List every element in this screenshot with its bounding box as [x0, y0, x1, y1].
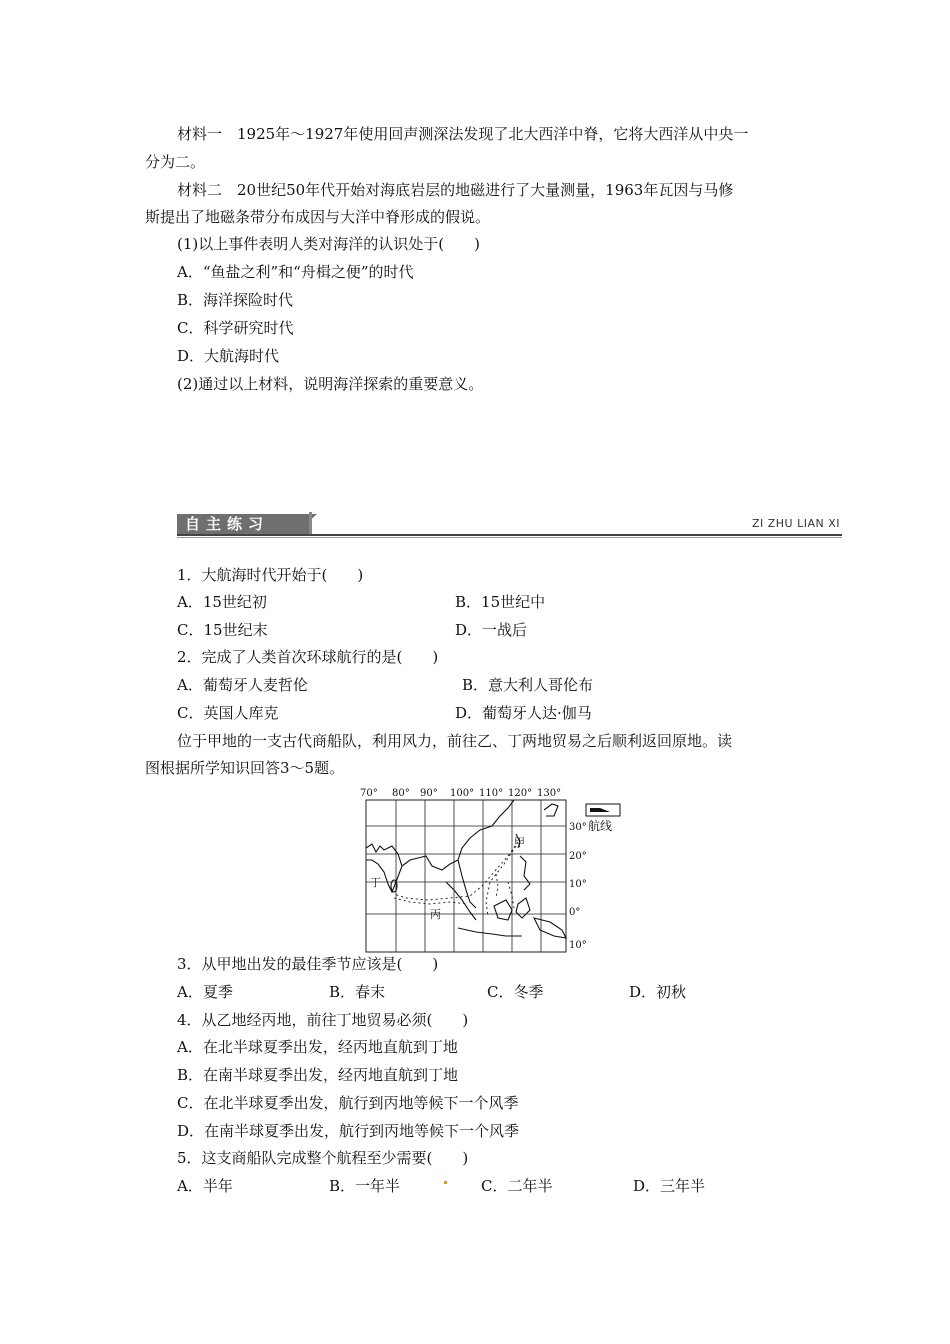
q3-option-c: C．冬季	[487, 983, 544, 1001]
q3-option-d: D．初秋	[629, 983, 687, 1001]
q2-option-d: D．葡萄牙人达·伽马	[455, 704, 592, 722]
q5-stem: 5．这支商船队完成整个航程至少需要( )	[177, 1149, 469, 1167]
option: B．海洋探险时代	[177, 291, 294, 309]
question-part-1-stem: (1)以上事件表明人类对海洋的认识处于( )	[177, 235, 480, 253]
material-1-line-2: 分为二。	[145, 153, 206, 171]
section-subtitle: ZI ZHU LIAN XI	[751, 517, 840, 530]
legend-label: 航线	[588, 819, 613, 833]
q4-option-b: B．在南半球夏季出发，经丙地直航到丁地	[177, 1066, 459, 1084]
lat-label: 30°	[569, 822, 587, 833]
lon-label: 70°	[360, 788, 378, 799]
option: D．大航海时代	[177, 347, 280, 365]
lat-label: 10°	[569, 879, 587, 890]
option: A．“鱼盐之利”和“舟楫之便”的时代	[177, 263, 414, 281]
section-banner	[177, 512, 842, 538]
place-label-bing: 丙	[430, 908, 441, 921]
material-1-line-1: 材料一 1925年～1927年使用回声测深法发现了北大西洋中脊，它将大西洋从中央一	[177, 125, 749, 143]
q3-option-a: A．夏季	[177, 983, 233, 1001]
q1-option-c: C．15世纪末	[177, 621, 268, 639]
lon-label: 110°	[479, 788, 504, 799]
material-2-line-1: 材料二 20世纪50年代开始对海底岩层的地磁进行了大量测量，1963年瓦因与马修	[177, 181, 734, 199]
lon-label: 80°	[392, 788, 410, 799]
place-label-jia: 甲	[514, 836, 525, 849]
map-graphic	[358, 786, 628, 956]
section-title: 自主练习	[177, 514, 312, 534]
q2-option-b: B．意大利人哥伦布	[462, 676, 594, 694]
banner-tail	[295, 514, 317, 534]
lon-label: 120°	[508, 788, 533, 799]
q3-stem: 3．从甲地出发的最佳季节应该是( )	[177, 955, 439, 973]
lon-label: 90°	[420, 788, 438, 799]
q2-option-c: C．英国人库克	[177, 704, 279, 722]
lon-label: 130°	[537, 788, 562, 799]
q5-option-c: C．二年半	[481, 1177, 553, 1195]
banner-rule	[177, 534, 842, 536]
map-legend	[586, 804, 620, 833]
stray-mark	[444, 1181, 447, 1184]
q2-stem: 2．完成了人类首次环球航行的是( )	[177, 648, 439, 666]
lat-label: 0°	[569, 907, 581, 918]
banner-divider	[309, 512, 312, 536]
q4-option-c: C．在北半球夏季出发，航行到丙地等候下一个风季	[177, 1094, 519, 1112]
material-2-line-2: 斯提出了地磁条带分布成因与大洋中脊形成的假说。	[145, 208, 491, 226]
q5-option-a: A．半年	[177, 1177, 233, 1195]
lon-label: 100°	[450, 788, 475, 799]
monsoon-route-map	[358, 786, 628, 956]
q2-option-a: A．葡萄牙人麦哲伦	[177, 676, 308, 694]
option: C．科学研究时代	[177, 319, 294, 337]
banner-rule-thin	[177, 537, 842, 538]
q1-option-d: D．一战后	[455, 621, 528, 639]
place-label-ding: 丁	[370, 876, 381, 889]
intro-line-1: 位于甲地的一支古代商船队，利用风力，前往乙、丁两地贸易之后顺利返回原地。读	[177, 732, 733, 750]
lat-label: 10°	[569, 940, 587, 951]
q4-option-d: D．在南半球夏季出发，航行到丙地等候下一个风季	[177, 1122, 520, 1140]
q4-stem: 4．从乙地经丙地，前往丁地贸易必须( )	[177, 1011, 469, 1029]
q5-option-b: B．一年半	[329, 1177, 401, 1195]
q5-option-d: D．三年半	[633, 1177, 706, 1195]
intro-line-2: 图根据所学知识回答3～5题。	[145, 759, 345, 777]
q1-option-b: B．15世纪中	[455, 593, 546, 611]
lat-label: 20°	[569, 851, 587, 862]
q3-option-b: B．春末	[329, 983, 386, 1001]
q1-stem: 1．大航海时代开始于( )	[177, 566, 364, 584]
question-part-2-stem: (2)通过以上材料，说明海洋探索的重要意义。	[177, 375, 484, 393]
q4-option-a: A．在北半球夏季出发，经丙地直航到丁地	[177, 1038, 458, 1056]
q1-option-a: A．15世纪初	[177, 593, 267, 611]
